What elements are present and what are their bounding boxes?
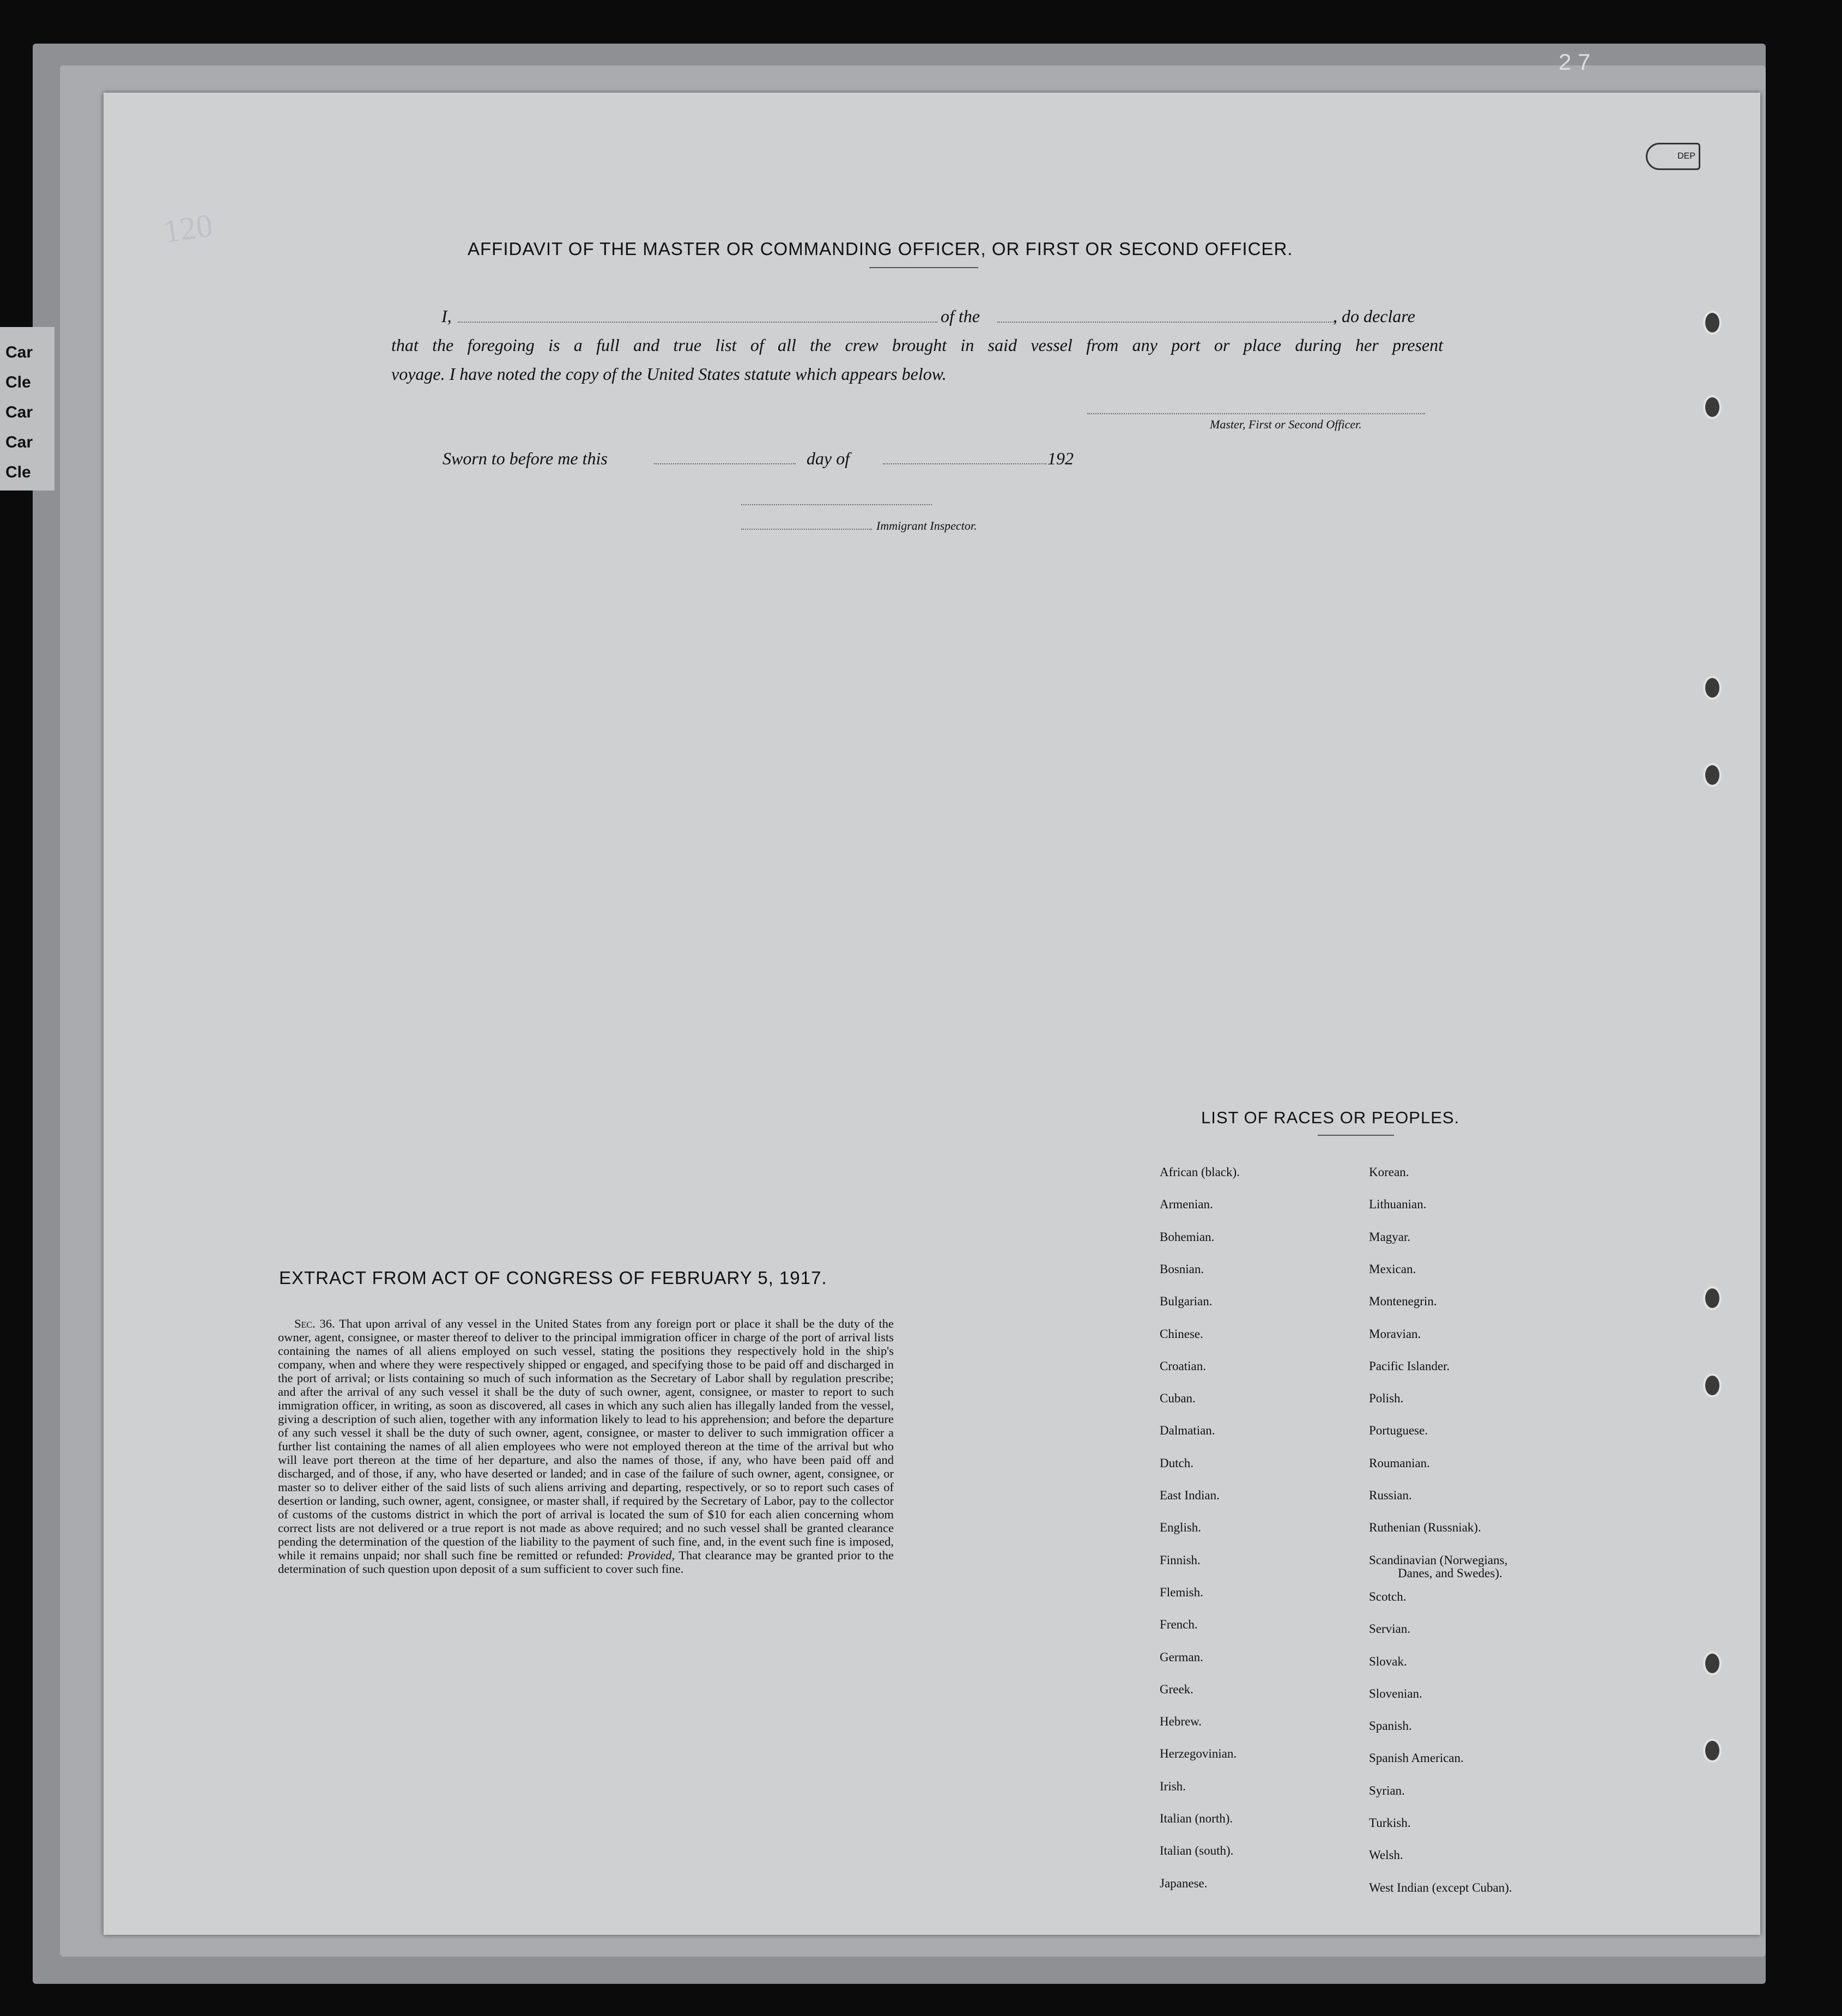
sworn-month-blank[interactable] <box>883 463 1046 464</box>
inspector-signature-line[interactable] <box>741 504 932 505</box>
race-item: Chinese. <box>1160 1327 1203 1341</box>
race-item: Syrian. <box>1369 1783 1405 1797</box>
race-item: Irish. <box>1160 1779 1186 1793</box>
title-rule <box>869 267 978 268</box>
punch-hole <box>1703 395 1722 419</box>
race-item: German. <box>1160 1650 1203 1664</box>
races-title: LIST OF RACES OR PEOPLES. <box>1201 1108 1460 1127</box>
affidavit-title: AFFIDAVIT OF THE MASTER OR COMMANDING OFFICER, OR FIRST OR SECOND OFFICER. <box>468 239 1293 259</box>
affidavit-line-3: voyage. I have noted the copy of the United States statute which appears below. <box>391 364 947 384</box>
edge-text: Cle <box>5 463 31 481</box>
race-item: Japanese. <box>1160 1876 1208 1890</box>
race-item: Montenegrin. <box>1369 1294 1437 1309</box>
race-item: Mexican. <box>1369 1262 1416 1276</box>
race-item: Turkish. <box>1369 1816 1411 1830</box>
race-item: Magyar. <box>1369 1230 1411 1244</box>
race-item: East Indian. <box>1160 1488 1220 1502</box>
year-prefix: 192 <box>1047 449 1074 468</box>
race-item: Lithuanian. <box>1369 1197 1427 1212</box>
extract-body <box>278 1317 894 1576</box>
race-item: West Indian (except Cuban). <box>1369 1880 1512 1894</box>
day-of-text: day of <box>807 449 850 468</box>
race-item: Bosnian. <box>1160 1262 1204 1276</box>
punch-hole <box>1703 311 1722 335</box>
race-item: Herzegovinian. <box>1160 1747 1237 1761</box>
race-item: Ruthenian (Russniak). <box>1369 1521 1481 1535</box>
punch-hole <box>1703 676 1722 700</box>
race-item: Finnish. <box>1160 1553 1201 1567</box>
edge-text: Car <box>5 433 33 451</box>
punch-hole <box>1703 1651 1722 1675</box>
race-item: Moravian. <box>1369 1327 1421 1341</box>
race-item: Croatian. <box>1160 1359 1206 1373</box>
race-item: French. <box>1160 1618 1198 1632</box>
race-item: Dutch. <box>1160 1456 1193 1470</box>
race-item: Korean. <box>1369 1165 1409 1179</box>
master-signature-label: Master, First or Second Officer. <box>1210 417 1362 431</box>
race-item: Italian (north). <box>1160 1812 1233 1825</box>
race-item: Bohemian. <box>1160 1230 1215 1244</box>
vessel-blank[interactable] <box>997 322 1335 323</box>
section-label: Sec. 36. <box>294 1317 335 1330</box>
race-item: Dalmatian. <box>1160 1424 1215 1438</box>
race-item: Slovak. <box>1369 1654 1407 1668</box>
department-stamp: DEP <box>1646 143 1700 170</box>
affidavit-of-the: of the <box>941 306 980 326</box>
extract-text-end: That clearance may be granted prior to the determination of such question upon deposit of a sum sufficient to cover such fine. <box>278 1548 894 1576</box>
race-item: Roumanian. <box>1369 1456 1430 1470</box>
edge-text: Car <box>5 343 33 361</box>
extract-title: EXTRACT FROM ACT OF CONGRESS OF FEBRUARY 5, 1917. <box>279 1268 827 1288</box>
race-item: Spanish American. <box>1369 1751 1464 1765</box>
affidavit-i: I, <box>441 306 452 326</box>
affidavit-do-declare: , do declare <box>1333 306 1415 326</box>
extract-text: That upon arrival of any vessel in the United States from any foreign port or place it shall be the duty of the owner, agent, consignee, or master thereof to deliver to the principal immigration officer in charge of the port of arrival lists containing the names of all aliens employed on such vessel, stating the positions they respectively hold in the ship's company, when and where they were respectively shipped or engaged, and specifying those to be paid off and discharged in the port of arrival; or lists containing so much of such information as the Secretary of Labor shall by regulation prescribe; and after the arrival of any such vessel it shall be the duty of such owner, agent, consignee, or master to report to such immigration officer, in writing, as soon as discovered, all cases in which any such alien has illegally landed from the vessel, giving a description of such alien, together with any information likely to lead to his apprehension; and before the departure of any such vessel it shall be the duty of such owner, agent, consignee, or master to deliver to such immigration officer a further list containing the names of all alien employees who were not employed thereon at the time of the arrival but who will leave port thereon at the time of her departure, and also the names of those, if any, who have been paid off and discharged, and of those, if any, who have deserted or landed; and in case of the failure of such owner, agent, consignee, or master so to deliver either of the said lists of such aliens arriving and departing, respectively, or so to report such cases of desertion or landing, such owner, agent, consignee, or master shall, if required by the Secretary of Labor, pay to the collector of customs of the customs district in which the port of arrival is located the sum of $10 for each alien concerning whom correct lists are not delivered or a true report is not made as above required; and no such vessel shall be granted clearance pending the determination of the question of the liability to the payment of such fine, and, in the event such fine is imposed, while it remains unpaid; nor shall such fine be remitted or refunded: <box>278 1317 894 1562</box>
race-item: African (black). <box>1160 1165 1240 1179</box>
master-signature-line[interactable] <box>1087 413 1425 414</box>
races-title-rule <box>1318 1135 1394 1136</box>
race-item: Hebrew. <box>1160 1715 1202 1729</box>
sworn-text: Sworn to before me this <box>443 449 608 468</box>
race-item: English. <box>1160 1521 1202 1535</box>
race-item: Bulgarian. <box>1160 1294 1213 1309</box>
race-item: Greek. <box>1160 1682 1193 1696</box>
edge-text: Car <box>5 403 33 421</box>
affidavit-line-2: that the foregoing is a full and true list of all the crew brought in said vessel from any port or place during her present <box>391 335 1443 355</box>
inspector-signature-line-2 <box>741 529 872 530</box>
race-item: Scandinavian (Norwegians, <box>1369 1553 1508 1567</box>
page-number: 2 7 <box>1559 49 1591 75</box>
scandinavian-continuation: Danes, and Swedes). <box>1398 1566 1502 1580</box>
extract-provided: Provided, <box>627 1548 675 1562</box>
race-item: Italian (south). <box>1160 1844 1234 1858</box>
race-item: Russian. <box>1369 1488 1412 1502</box>
name-blank[interactable] <box>458 322 937 323</box>
race-item: Pacific Islander. <box>1369 1359 1450 1373</box>
race-item: Flemish. <box>1160 1585 1203 1599</box>
edge-tab-strip <box>0 327 54 491</box>
race-item: Portuguese. <box>1369 1424 1428 1438</box>
race-item: Polish. <box>1369 1391 1404 1406</box>
punch-hole <box>1703 1373 1722 1397</box>
race-item: Spanish. <box>1369 1719 1412 1733</box>
race-item: Servian. <box>1369 1622 1411 1636</box>
race-item: Armenian. <box>1160 1197 1213 1212</box>
race-item: Cuban. <box>1160 1391 1196 1406</box>
punch-hole <box>1703 1739 1722 1763</box>
punch-hole <box>1703 763 1722 787</box>
bleed-through-number: 120 <box>161 207 215 250</box>
race-item: Welsh. <box>1369 1848 1403 1862</box>
sworn-day-blank[interactable] <box>654 463 796 464</box>
edge-text: Cle <box>5 373 31 391</box>
inspector-label: Immigrant Inspector. <box>876 519 977 532</box>
punch-hole <box>1703 1286 1722 1310</box>
race-item: Scotch. <box>1369 1589 1407 1603</box>
race-item: Slovenian. <box>1369 1686 1422 1700</box>
